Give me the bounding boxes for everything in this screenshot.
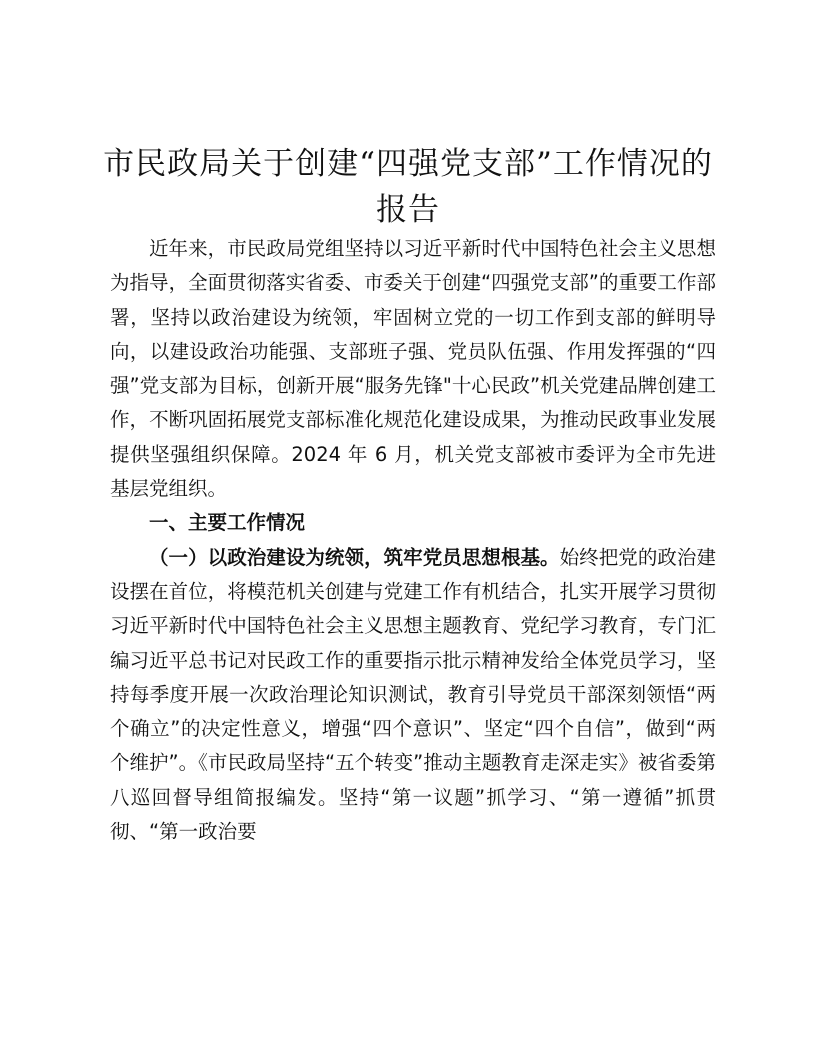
subsection-body: 始终把党的政治建设摆在首位，将模范机关创建与党建工作有机结合，扎实开展学习贯彻习近平新时代中国特色社会主义思想主题教育、党纪学习教育，专门汇编习近平总书记对民政工作的重要指示批示精神发给全体党员学习，坚持每季度开展一次政治理论知识测试，教育引导党员干部深刻领悟“两个确立”的决定性意义，增强“四个意识”、坚定“四个自信”，做到“两个维护”。《市民政局坚持“五个转变”推动主题教育走深走实》被省委第八巡回督导组简报编发。坚持“第一议题”抓学习、“第一遵循”抓贯彻、“第一政治要 [110,545,716,844]
subsection-lead: （一）以政治建设为统领，筑牢党员思想根基。 [149,545,560,569]
section-heading: 一、主要工作情况 [149,511,306,535]
subsection-paragraph [110,541,716,850]
intro-paragraph: 近年来，市民政局党组坚持以习近平新时代中国特色社会主义思想为指导，全面贯彻落实省委、市委关于创建“四强党支部”的重要工作部署，坚持以政治建设为统领，牢固树立党的一切工作到支部的鲜明导向，以建设政治功能强、支部班子强、党员队伍强、作用发挥强的“四强”党支部为目标，创新开展“服务先锋"十心民政”机关党建品牌创建工作，不断巩固拓展党支部标准化规范化建设成果，为推动民政事业发展提供坚强组织保障。2024 年 6 月，机关党支部被市委评为全市先进基层党组织。 [110,237,716,501]
document-body [110,232,716,849]
document-title-line2: 报告 [376,192,440,228]
document-title-line1: 市民政局关于创建“四强党支部”工作情况的 [103,146,713,182]
